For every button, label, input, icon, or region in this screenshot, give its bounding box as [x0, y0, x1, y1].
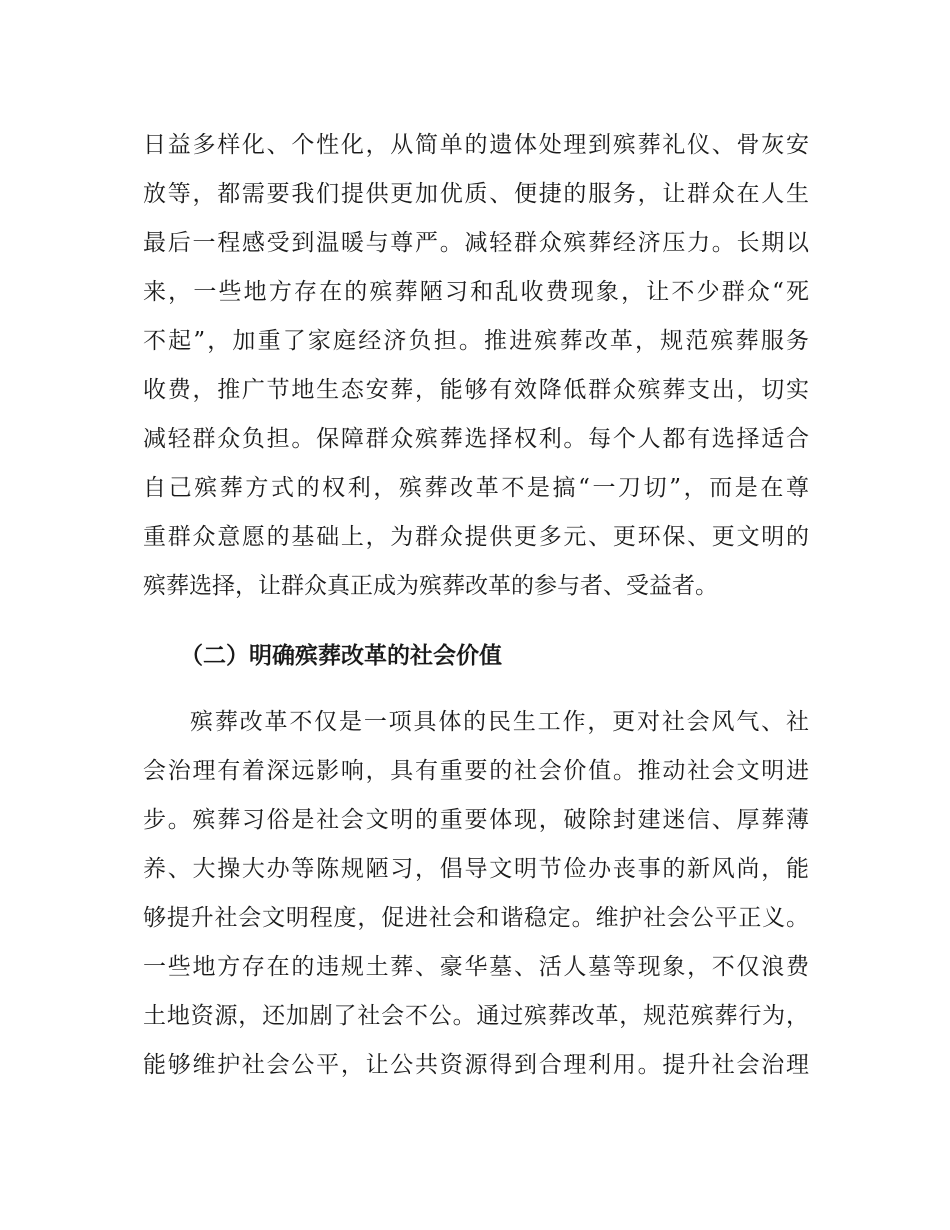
text-line: 自己殡葬方式的权利，殡葬改革不是搞“一刀切”，而是在尊 — [143, 475, 809, 501]
text-line: 收费，推广节地生态安葬，能够有效降低群众殡葬支出，切实 — [143, 377, 809, 403]
text-line: 来，一些地方存在的殡葬陋习和乱收费现象，让不少群众“死 — [143, 279, 809, 305]
text-line: 一些地方存在的违规土葬、豪华墓、活人墓等现象，不仅浪费 — [143, 954, 809, 980]
text-line: 步。殡葬习俗是社会文明的重要体现，破除封建迷信、厚葬薄 — [143, 807, 809, 833]
text-line: 日益多样化、个性化，从简单的遗体处理到殡葬礼仪、骨灰安 — [143, 132, 809, 158]
text-line: 土地资源，还加剧了社会不公。通过殡葬改革，规范殡葬行为， — [143, 1003, 809, 1029]
text-line: 能够维护社会公平，让公共资源得到合理利用。提升社会治理 — [143, 1052, 809, 1078]
text-line: 够提升社会文明程度，促进社会和谐稳定。维护社会公平正义。 — [143, 905, 809, 931]
text-line: 殡葬改革不仅是一项具体的民生工作，更对社会风气、社 — [190, 709, 809, 735]
text-line: 减轻群众负担。保障群众殡葬选择权利。每个人都有选择适合 — [143, 426, 809, 452]
text-line: 放等，都需要我们提供更加优质、便捷的服务，让群众在人生 — [143, 181, 809, 207]
text-line: 养、大操大办等陈规陋习，倡导文明节俭办丧事的新风尚，能 — [143, 856, 809, 882]
text-line: 最后一程感受到温暖与尊严。减轻群众殡葬经济压力。长期以 — [143, 230, 809, 256]
section-heading: （二）明确殡葬改革的社会价值 — [180, 643, 502, 669]
text-line: 重群众意愿的基础上，为群众提供更多元、更环保、更文明的 — [143, 524, 809, 550]
text-line: 殡葬选择，让群众真正成为殡葬改革的参与者、受益者。 — [143, 573, 718, 599]
text-line: 不起”，加重了家庭经济负担。推进殡葬改革，规范殡葬服务 — [143, 328, 809, 354]
text-line: 会治理有着深远影响，具有重要的社会价值。推动社会文明进 — [143, 758, 809, 784]
